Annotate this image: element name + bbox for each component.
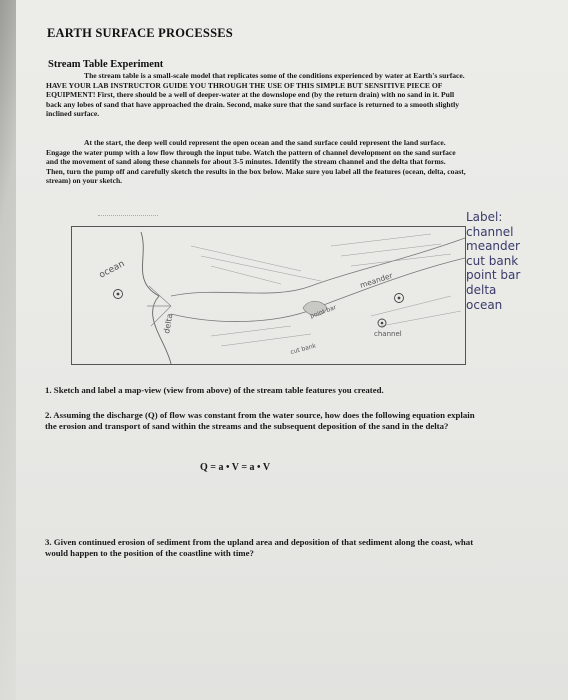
- discharge-equation: Q = a • V = a • V: [200, 462, 271, 473]
- cut-bank-label: cut bank: [289, 342, 317, 356]
- coastline-line: [141, 232, 171, 364]
- delta-label: delta: [162, 312, 175, 335]
- question-3: 3. Given continued erosion of sediment from the upland area and deposition of that sediment along the coast, what would happen to the position of the coastline with time?: [45, 537, 474, 558]
- handwritten-item: ocean: [466, 297, 503, 312]
- handwritten-label-list: [466, 210, 566, 312]
- point-bar-label: point bar: [309, 304, 338, 320]
- handwritten-item: channel: [466, 224, 514, 239]
- page-title: EARTH SURFACE PROCESSES: [47, 26, 233, 40]
- instructions-paragraph-2: At the start, the deep well could represent the open ocean and the sand surface could represent the land surface. Engage the water pump with a low flow through the input tube. Watch the pattern of channel development on the sand surface and the movement of sand along these channels for about 3-5 minutes. Identify the stream channel and the delta that forms. Then, turn the pump off and carefully sketch the results in the box below. Make sure you label all the features (ocean, delta, coast, stream) on your sketch.: [46, 138, 466, 185]
- question-2: 2. Assuming the discharge (Q) of flow was constant from the water source, how does the following equation explain the erosion and transport of sand within the streams and the subsequent deposition of the sand in the delta?: [45, 410, 475, 431]
- sketch-box-border: [72, 227, 466, 365]
- handwritten-item: cut bank: [466, 253, 519, 268]
- handwritten-item: point bar: [466, 268, 521, 283]
- meander-label: meander: [358, 270, 394, 290]
- handwritten-header: Label:: [466, 210, 503, 224]
- sketch-hatching: [191, 234, 461, 346]
- handwritten-item: meander: [466, 239, 520, 254]
- instructions-paragraph-1: The stream table is a small-scale model that replicates some of the conditions experienced by water at Earth's surface. HAVE YOUR LAB INSTRUCTOR GUIDE YOU THROUGH THE USE OF THIS SIMPLE BUT SENSITIVE PIECE OF EQUIPMENT! First, there should be a well of deeper-water at the downslope end (by the return drain) with no sand in it. Pull back any lobes of sand that have approached the drain. Second, make sure that the sand surface is returned to a smooth slightly inclined surface.: [46, 71, 465, 118]
- faint-dotted-line: [98, 215, 158, 216]
- channel-label: channel: [374, 330, 402, 338]
- stream-sketch-box: [71, 226, 466, 365]
- section-title: Stream Table Experiment: [48, 59, 164, 70]
- question-1: 1. Sketch and label a map-view (view from above) of the stream table features you created.: [45, 385, 384, 395]
- ocean-label: ocean: [97, 259, 127, 281]
- handwritten-item: delta: [466, 282, 497, 297]
